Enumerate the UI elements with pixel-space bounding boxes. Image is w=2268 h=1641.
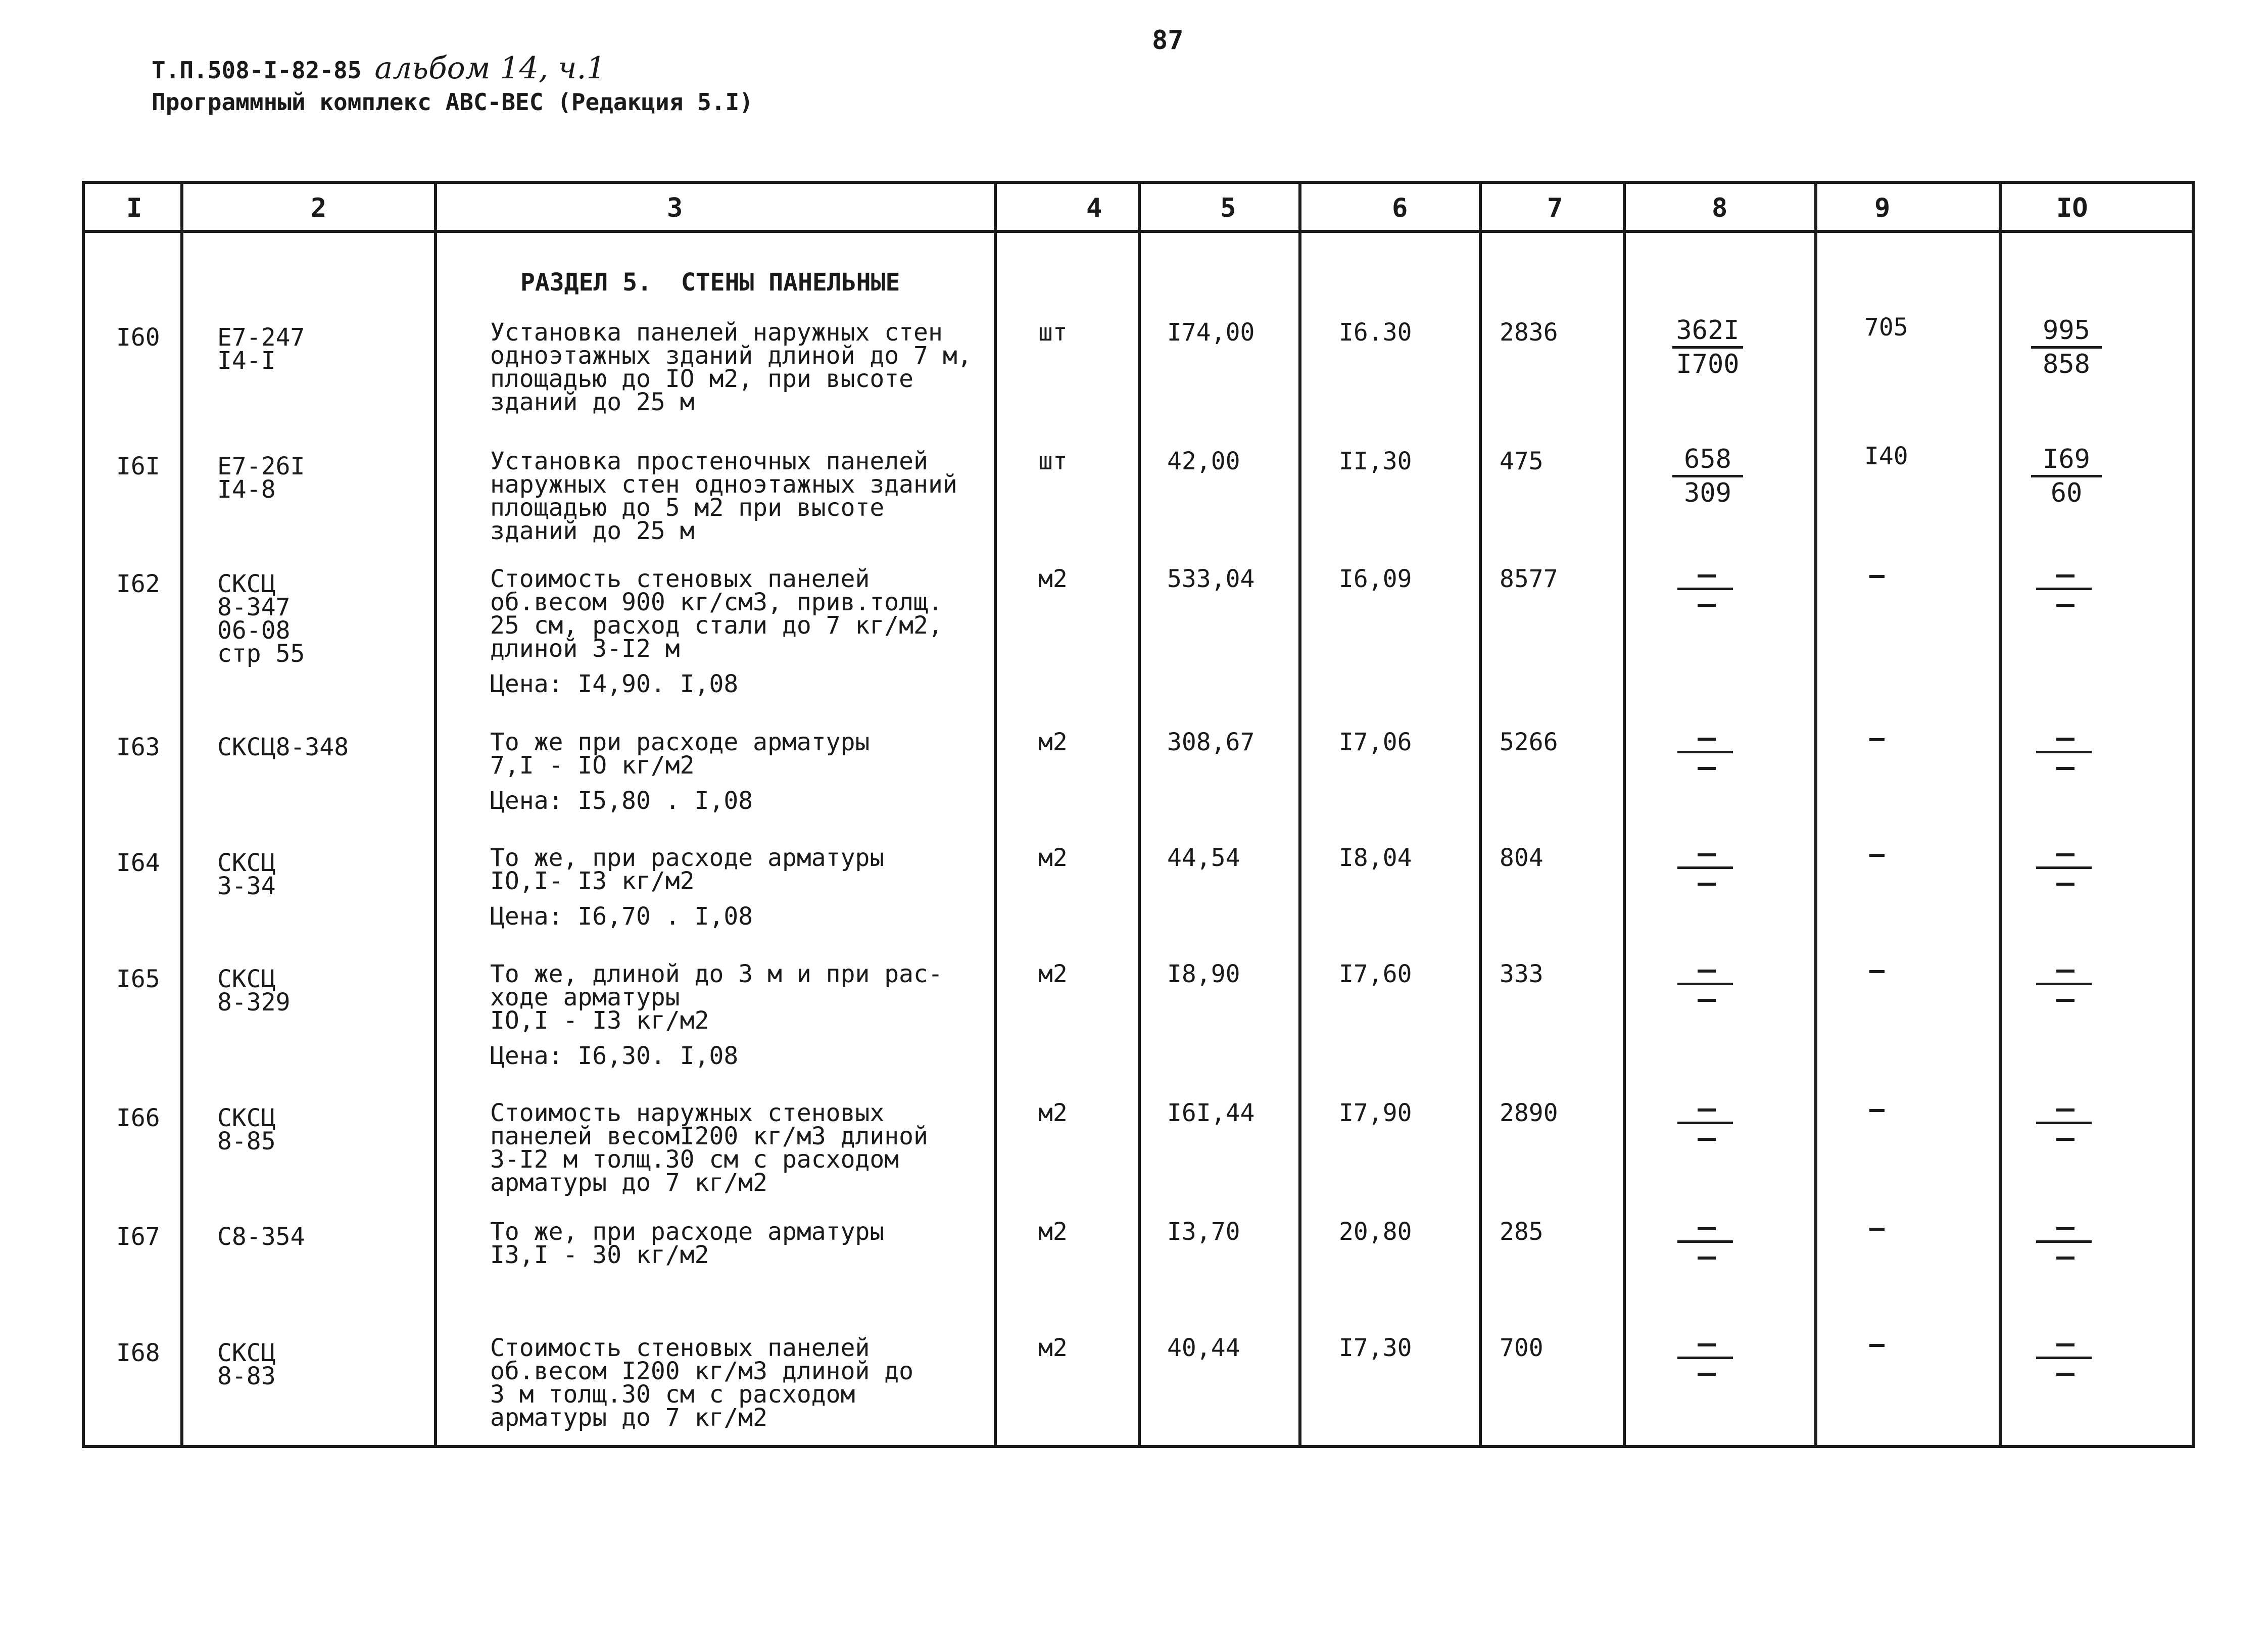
row-description: зданий до 25 м [490,388,695,416]
row-description: I3,I - 30 кг/м2 [490,1241,709,1269]
row-description: Стоимость стеновых панелей [490,1334,870,1362]
col-header-5: 5 [1220,193,1236,223]
row-total: 700 [1500,1334,1543,1362]
col-header-9: 9 [1874,193,1891,223]
fraction-bar [2036,866,2092,869]
fraction-c10 [2031,315,2102,380]
row-description: То же, при расходе арматуры [490,1218,885,1246]
row-description: зданий до 25 м [490,517,695,545]
fraction-denominator: I700 [1676,349,1740,379]
row-description: Установка панелей наружных стен [490,318,943,347]
fraction-denominator: 60 [2050,478,2083,508]
row-number: I62 [116,570,160,598]
fraction-numerator: 658 [1672,444,1743,477]
fraction-bar [1677,866,1733,869]
row-description: То же при расходе арматуры [490,728,870,756]
col-header-8: 8 [1712,193,1728,223]
row-unit-cost: I6,09 [1339,565,1412,593]
row-description: арматуры до 7 кг/м2 [490,1404,768,1432]
row-col9-dash [1869,575,1885,578]
col-header-10: IO [2056,193,2088,223]
empty-fraction-c10 [2036,960,2097,1011]
fraction-bar [2036,1240,2092,1243]
row-col9-dash [1869,854,1885,857]
row-unit: шт [1038,318,1068,347]
dash-denominator [1698,1138,1716,1141]
dash-denominator [1698,883,1716,886]
row-quantity: 44,54 [1167,844,1240,872]
empty-fraction-c8 [1677,1218,1738,1269]
row-quantity: 308,67 [1167,728,1255,756]
row-description: IO,I - I3 кг/м2 [490,1006,709,1035]
row-unit: шт [1038,447,1068,475]
row-col9-dash [1869,1109,1885,1112]
row-number: I66 [116,1104,160,1132]
empty-fraction-c10 [2036,729,2097,779]
row-description: наружных стен одноэтажных зданий [490,470,957,499]
row-unit: м2 [1038,960,1068,988]
row-code: С8-354 [217,1223,305,1251]
row-description: об.весом 900 кг/см3, прив.толщ. [490,588,943,616]
fraction-numerator: I69 [2031,444,2102,477]
document-code: Т.П.508-I-82-85 альбом 14, ч.1 [152,51,606,86]
row-unit: м2 [1038,844,1068,872]
row-col9-dash [1869,970,1885,973]
dash-numerator [1698,574,1716,577]
dash-denominator [2056,604,2074,607]
row-number: I68 [116,1339,160,1367]
row-number: I60 [116,323,160,352]
empty-fraction-c8 [1677,1099,1738,1150]
fraction-denominator: 309 [1684,478,1731,508]
empty-fraction-c8 [1677,844,1738,895]
row-description: длиной 3-I2 м [490,635,680,663]
row-unit: м2 [1038,1334,1068,1362]
row-total: 475 [1500,447,1543,475]
row-code: СКСЦ8-348 [217,733,349,761]
row-unit: м2 [1038,1099,1068,1127]
row-description: площадью до 5 м2 при высоте [490,494,885,522]
dash-numerator [2056,1227,2074,1230]
row-unit-cost: I8,04 [1339,844,1412,872]
row-total: 804 [1500,844,1543,872]
col-header-6: 6 [1392,193,1408,223]
col-header-4: 4 [1086,193,1102,223]
row-description: площадью до IO м2, при высоте [490,365,914,393]
dash-denominator [2056,1257,2074,1260]
row-number: I63 [116,733,160,761]
row-col9: I40 [1864,442,1908,470]
empty-fraction-c8 [1677,565,1738,616]
row-unit-cost: I7,60 [1339,960,1412,988]
fraction-bar [2036,983,2092,985]
row-total: 2836 [1500,318,1558,347]
empty-fraction-c8 [1677,960,1738,1011]
row-description: Стоимость стеновых панелей [490,565,870,593]
estimate-table [82,181,2195,1448]
row-total: 285 [1500,1218,1543,1246]
col-header-7: 7 [1547,193,1563,223]
row-quantity: I8,90 [1167,960,1240,988]
table-grid [82,181,2195,1448]
dash-numerator [2056,970,2074,973]
empty-fraction-c10 [2036,1334,2097,1385]
row-unit: м2 [1038,565,1068,593]
row-quantity: 40,44 [1167,1334,1240,1362]
dash-numerator [1698,738,1716,741]
row-unit-cost: II,30 [1339,447,1412,475]
dash-numerator [1698,1343,1716,1346]
row-description: 7,I - IO кг/м2 [490,751,695,780]
fraction-c8 [1672,444,1743,509]
row-code: СКСЦ [217,1339,276,1367]
row-number: I64 [116,849,160,877]
empty-fraction-c10 [2036,1218,2097,1269]
row-unit-cost: 20,80 [1339,1218,1412,1246]
row-unit: м2 [1038,1218,1068,1246]
dash-numerator [1698,853,1716,856]
row-unit-cost: I7,90 [1339,1099,1412,1127]
row-code: СКСЦ [217,1104,276,1132]
row-number: I67 [116,1223,160,1251]
row-price: Цена: I4,90. I,08 [490,670,739,698]
empty-fraction-c10 [2036,1099,2097,1150]
row-description: ходе арматуры [490,983,680,1011]
empty-fraction-c10 [2036,565,2097,616]
row-description: панелей весомI200 кг/м3 длиной [490,1122,928,1150]
fraction-bar [2036,751,2092,753]
row-description: одноэтажных зданий длиной до 7 м, [490,342,972,370]
row-quantity: 42,00 [1167,447,1240,475]
row-code: 8-347 [217,593,291,621]
row-total: 8577 [1500,565,1558,593]
row-code: СКСЦ [217,570,276,598]
row-col9-dash [1869,738,1885,741]
dash-denominator [2056,883,2074,886]
row-total: 5266 [1500,728,1558,756]
row-quantity: I6I,44 [1167,1099,1255,1127]
document-subtitle: Программный комплекс АВС-ВЕС (Редакция 5.I) [152,88,753,116]
fraction-bar [2036,1357,2092,1359]
dash-denominator [1698,1373,1716,1376]
dash-numerator [2056,1108,2074,1112]
row-code: I4-8 [217,475,276,504]
row-code: 06-08 [217,616,291,645]
row-description: То же, длиной до 3 м и при рас- [490,960,943,988]
fraction-bar [1677,1240,1733,1243]
fraction-numerator: 995 [2031,315,2102,349]
col-header-1: I [126,193,142,223]
row-number: I65 [116,965,160,993]
row-code: СКСЦ [217,965,276,993]
row-code: 8-83 [217,1362,276,1390]
row-quantity: I74,00 [1167,318,1255,347]
row-code: Е7-26I [217,452,305,480]
fraction-bar [1677,751,1733,753]
row-col9-dash [1869,1344,1885,1347]
page-number: 87 [1152,25,1184,56]
fraction-bar [2036,1122,2092,1124]
row-col9: 705 [1864,313,1908,342]
row-code: стр 55 [217,640,305,668]
dash-denominator [2056,1373,2074,1376]
row-code: 8-329 [217,988,291,1017]
dash-numerator [1698,1227,1716,1230]
row-code: 8-85 [217,1127,276,1155]
dash-numerator [1698,1108,1716,1112]
fraction-bar [1677,1357,1733,1359]
empty-fraction-c10 [2036,844,2097,895]
row-code: 3-34 [217,872,276,900]
dash-numerator [2056,738,2074,741]
empty-fraction-c8 [1677,729,1738,779]
row-total: 333 [1500,960,1543,988]
dash-numerator [2056,1343,2074,1346]
dash-numerator [2056,853,2074,856]
col-header-3: 3 [667,193,683,223]
row-description: об.весом I200 кг/м3 длиной до [490,1357,914,1385]
row-description: 25 см, расход стали до 7 кг/м2, [490,611,943,640]
fraction-bar [1677,983,1733,985]
dash-denominator [1698,1257,1716,1260]
dash-numerator [2056,574,2074,577]
dash-numerator [1698,970,1716,973]
row-unit-cost: I7,06 [1339,728,1412,756]
row-description: арматуры до 7 кг/м2 [490,1169,768,1197]
row-description: 3-I2 м толщ.30 см с расходом [490,1145,899,1174]
row-quantity: I3,70 [1167,1218,1240,1246]
dash-denominator [1698,999,1716,1002]
fraction-bar [2036,588,2092,590]
row-description: Установка простеночных панелей [490,447,928,475]
row-quantity: 533,04 [1167,565,1255,593]
row-total: 2890 [1500,1099,1558,1127]
empty-fraction-c8 [1677,1334,1738,1385]
row-unit-cost: I6.30 [1339,318,1412,347]
dash-denominator [2056,999,2074,1002]
section-title: РАЗДЕЛ 5. СТЕНЫ ПАНЕЛЬНЫЕ [520,268,900,297]
row-description: 3 м толщ.30 см с расходом [490,1380,855,1409]
row-number: I6I [116,452,160,480]
row-price: Цена: I6,30. I,08 [490,1042,739,1070]
row-code: I4-I [217,347,276,375]
dash-denominator [2056,1138,2074,1141]
handwritten-note: альбом 14, ч.1 [374,51,606,86]
row-description: Стоимость наружных стеновых [490,1099,885,1127]
col-header-2: 2 [311,193,327,223]
fraction-bar [1677,1122,1733,1124]
fraction-c10 [2031,444,2102,509]
row-unit: м2 [1038,728,1068,756]
fraction-denominator: 858 [2043,349,2090,379]
row-code: СКСЦ [217,849,276,877]
row-col9-dash [1869,1228,1885,1231]
dash-denominator [2056,767,2074,770]
row-code: Е7-247 [217,323,305,352]
dash-denominator [1698,767,1716,770]
fraction-bar [1677,588,1733,590]
row-price: Цена: I5,80 . I,08 [490,787,753,815]
row-price: Цена: I6,70 . I,08 [490,902,753,931]
row-unit-cost: I7,30 [1339,1334,1412,1362]
row-description: То же, при расходе арматуры [490,844,885,872]
dash-denominator [1698,604,1716,607]
row-description: IO,I- I3 кг/м2 [490,867,695,895]
fraction-c8 [1672,315,1743,380]
fraction-numerator: 362I [1672,315,1743,349]
